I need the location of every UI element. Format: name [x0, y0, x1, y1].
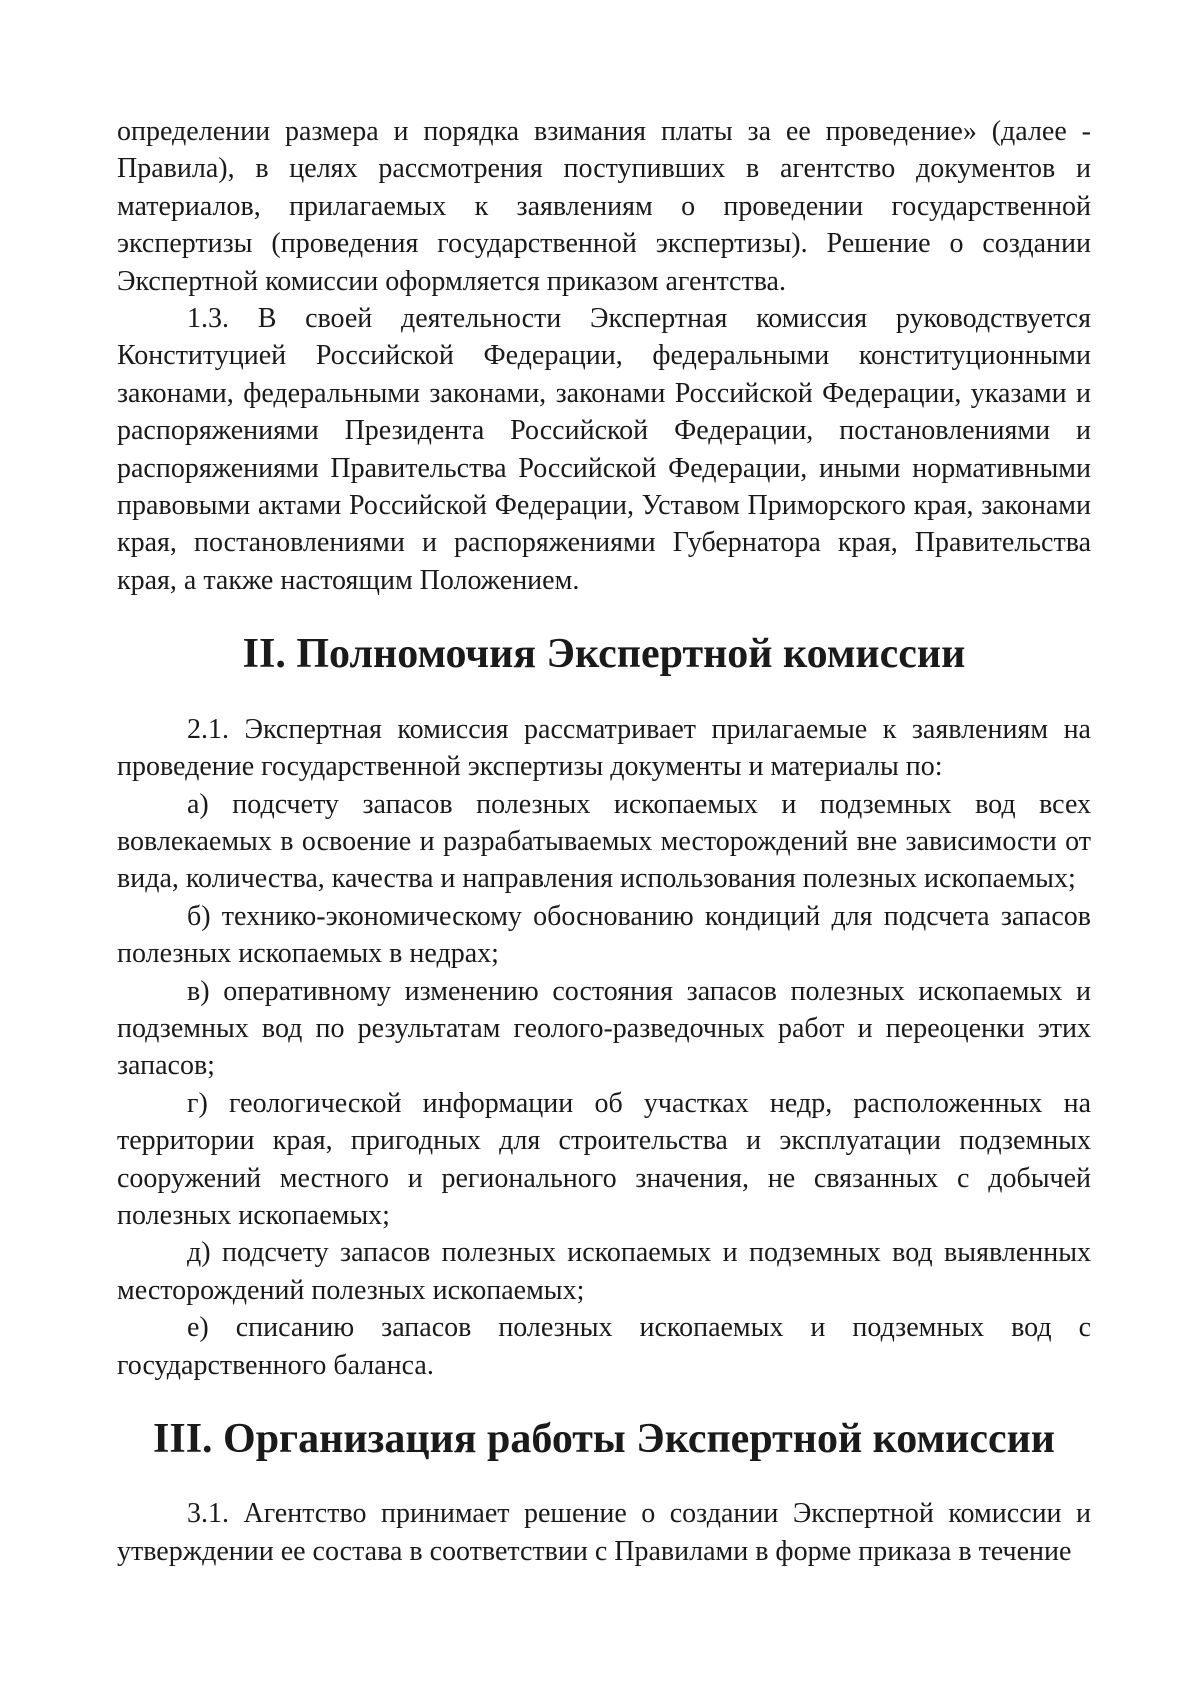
paragraph-1-3: 1.3. В своей деятельности Экспертная комиссия руководствуется Конституцией Российской Федерации, федеральными конституционными законами, федеральными законами, законами Российской Федерации, указами и распоряжениями Президента Российской Федерации, постановлениями и распоряжениями Правительства Российской Федерации, иными нормативными правовыми актами Российской Федерации, Уставом Приморского края, законами края, постановлениями и распоряжениями Губернатора края, Правительства края, а также настоящим Положением.	[117, 303, 1091, 596]
list-item-e: е) списанию запасов полезных ископаемых и подземных вод с государственного баланса.	[117, 1312, 1091, 1381]
paragraph-continuation: определении размера и порядка взимания платы за ее проведение» (далее - Правила), в целях рассмотрения поступивших в агентство документов и материалов, прилагаемых к заявлениям о проведении государственной экспертизы (проведения государственной экспертизы). Решение о создании Экспертной комиссии оформляется приказом агентства.	[117, 116, 1091, 297]
paragraph-2-1: 2.1. Экспертная комиссия рассматривает прилагаемые к заявлениям на проведение государственной экспертизы документы и материалы по:	[117, 713, 1091, 783]
list-item-d: д) подсчету запасов полезных ископаемых и подземных вод выявленных месторождений полезных ископаемых;	[117, 1237, 1091, 1306]
section-2-heading: II. Полномочия Экспертной комиссии	[242, 631, 966, 678]
list-item-v: в) оперативному изменению состояния запасов полезных ископаемых и подземных вод по результатам геолого-разведочных работ и переоценки этих запасов;	[117, 975, 1091, 1082]
list-item-g: г) геологической информации об участках недр, расположенных на территории края, пригодных для строительства и эксплуатации подземных сооружений местного и регионального значения, не связанных с добычей полезных ископаемых;	[117, 1087, 1091, 1231]
list-item-b: б) технико-экономическому обоснованию кондиций для подсчета запасов полезных ископаемых в недрах;	[117, 900, 1091, 970]
list-item-a: а) подсчету запасов полезных ископаемых и подземных вод всех вовлекаемых в освоение и разрабатываемых месторождений вне зависимости от вида, количества, качества и направления использования полезных ископаемых;	[117, 788, 1091, 895]
spacer	[117, 674, 1091, 711]
paragraph-3-1: 3.1. Агентство принимает решение о создании Экспертной комиссии и утверждении ее состава в соответствии с Правилами в форме приказа в течение	[117, 1498, 1091, 1567]
section-3-heading: III. Организация работы Экспертной комиссии	[153, 1416, 1055, 1462]
spacer	[117, 1458, 1091, 1495]
